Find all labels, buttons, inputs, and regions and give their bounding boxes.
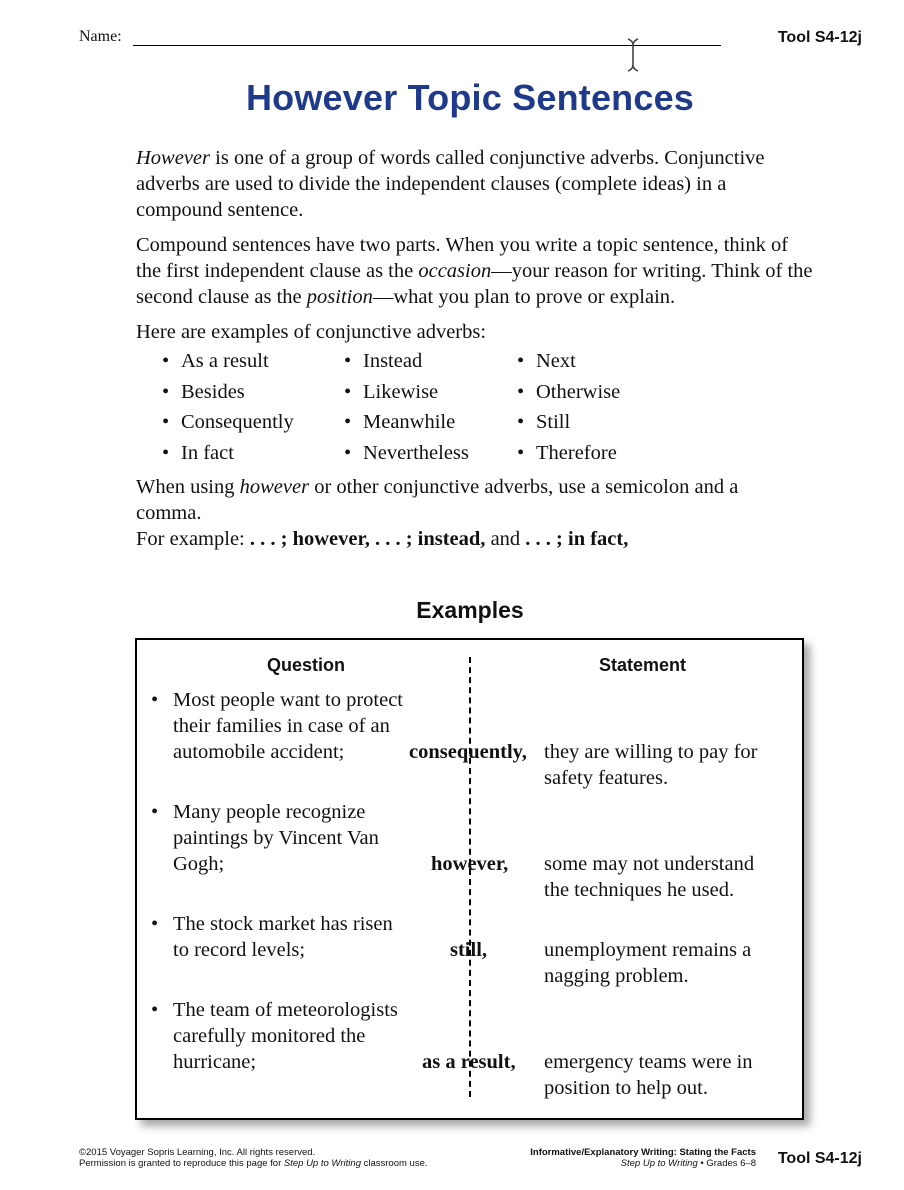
adverb-list-intro: Here are examples of conjunctive adverbs: bbox=[136, 321, 487, 343]
statement-column-header: Statement bbox=[599, 655, 687, 675]
statement-clause: some may not understand the techniques he used. bbox=[544, 853, 755, 901]
bullet-icon: • bbox=[344, 381, 352, 403]
adverb-item: • Besides bbox=[162, 381, 245, 403]
position-term: position bbox=[306, 286, 373, 308]
bullet-icon: • bbox=[162, 381, 170, 403]
question-clause: The team of meteorologists carefully monitored the hurricane; bbox=[173, 999, 398, 1073]
bullet-icon: • bbox=[344, 442, 352, 464]
conjunctive-adverb: consequently, bbox=[409, 741, 527, 763]
occasion-term: occasion bbox=[418, 260, 492, 282]
question-clause: Many people recognize paintings by Vincent Van Gogh; bbox=[173, 801, 379, 875]
adverb-item: • Next bbox=[517, 350, 576, 372]
dashed-divider bbox=[469, 657, 471, 1097]
however-term: However bbox=[136, 147, 211, 169]
bullet-icon: • bbox=[151, 999, 159, 1021]
bullet-icon: • bbox=[151, 913, 159, 935]
adverb-item: • Otherwise bbox=[517, 381, 621, 403]
text-cursor-icon bbox=[626, 38, 640, 72]
bullet-icon: • bbox=[517, 350, 525, 372]
usage-example: For example: . . . ; however, . . . ; instead, and . . . ; in fact, bbox=[136, 528, 629, 550]
intro-paragraph-1: However is one of a group of words called conjunctive adverbs. Conjunctive adverbs are used to divide the independent clauses (complete ideas) in a compound sentence. bbox=[136, 147, 765, 221]
however-term: however bbox=[239, 476, 310, 498]
bullet-icon: • bbox=[344, 411, 352, 433]
conjunctive-adverb: as a result, bbox=[422, 1051, 516, 1073]
page-title: However Topic Sentences bbox=[245, 77, 695, 118]
statement-clause: emergency teams were in position to help out. bbox=[544, 1051, 753, 1099]
intro-paragraph-2: Compound sentences have two parts. When you write a topic sentence, think of the first independent clause as the occasion—your reason for writing. Think of the second clause as the position—what you plan to prove or explain. bbox=[136, 234, 813, 308]
bullet-icon: • bbox=[517, 411, 525, 433]
bullet-icon: • bbox=[344, 350, 352, 372]
footer-series-info: Informative/Explanatory Writing: Stating the Facts Step Up to Writing • Grades 6–8 bbox=[530, 1147, 756, 1169]
question-clause: The stock market has risen to record levels; bbox=[173, 913, 393, 961]
statement-clause: unemployment remains a nagging problem. bbox=[544, 939, 752, 987]
adverb-item: • Therefore bbox=[517, 442, 617, 464]
examples-table bbox=[135, 638, 804, 1120]
bullet-icon: • bbox=[162, 350, 170, 372]
usage-paragraph: When using however or other conjunctive adverbs, use a semicolon and a comma. For example: . . . ; however, . . . ; instead, and . . . ; in fact, bbox=[136, 474, 756, 552]
bullet-icon: • bbox=[517, 381, 525, 403]
adverb-item: • Meanwhile bbox=[344, 411, 456, 433]
adverb-item: • As a result bbox=[162, 350, 269, 372]
bullet-icon: • bbox=[162, 411, 170, 433]
conjunctive-adverb: still, bbox=[450, 939, 488, 961]
examples-heading: Examples bbox=[416, 597, 524, 623]
footer-copyright: ©2015 Voyager Sopris Learning, Inc. All rights reserved. Permission is granted to reproduce this page for Step Up to Writing classroom use. bbox=[79, 1147, 428, 1169]
adverb-item: • In fact bbox=[162, 442, 234, 464]
statement-clause: they are willing to pay for safety features. bbox=[544, 741, 758, 789]
bullet-icon: • bbox=[151, 689, 159, 711]
adverb-item: • Consequently bbox=[162, 411, 294, 433]
name-label: Name: bbox=[79, 28, 122, 45]
adverb-item: • Likewise bbox=[344, 381, 439, 403]
adverb-item: • Still bbox=[517, 411, 571, 433]
question-column-header: Question bbox=[267, 655, 346, 675]
adverb-item: • Instead bbox=[344, 350, 423, 372]
question-clause: Most people want to protect their families in case of an automobile accident; bbox=[173, 689, 404, 763]
bullet-icon: • bbox=[517, 442, 525, 464]
adverb-item: • Nevertheless bbox=[344, 442, 469, 464]
tool-id-bottom: Tool S4-12j bbox=[777, 1150, 862, 1167]
conjunctive-adverb: however, bbox=[431, 853, 509, 875]
tool-id-top: Tool S4-12j bbox=[777, 29, 862, 46]
bullet-icon: • bbox=[151, 801, 159, 823]
bullet-icon: • bbox=[162, 442, 170, 464]
